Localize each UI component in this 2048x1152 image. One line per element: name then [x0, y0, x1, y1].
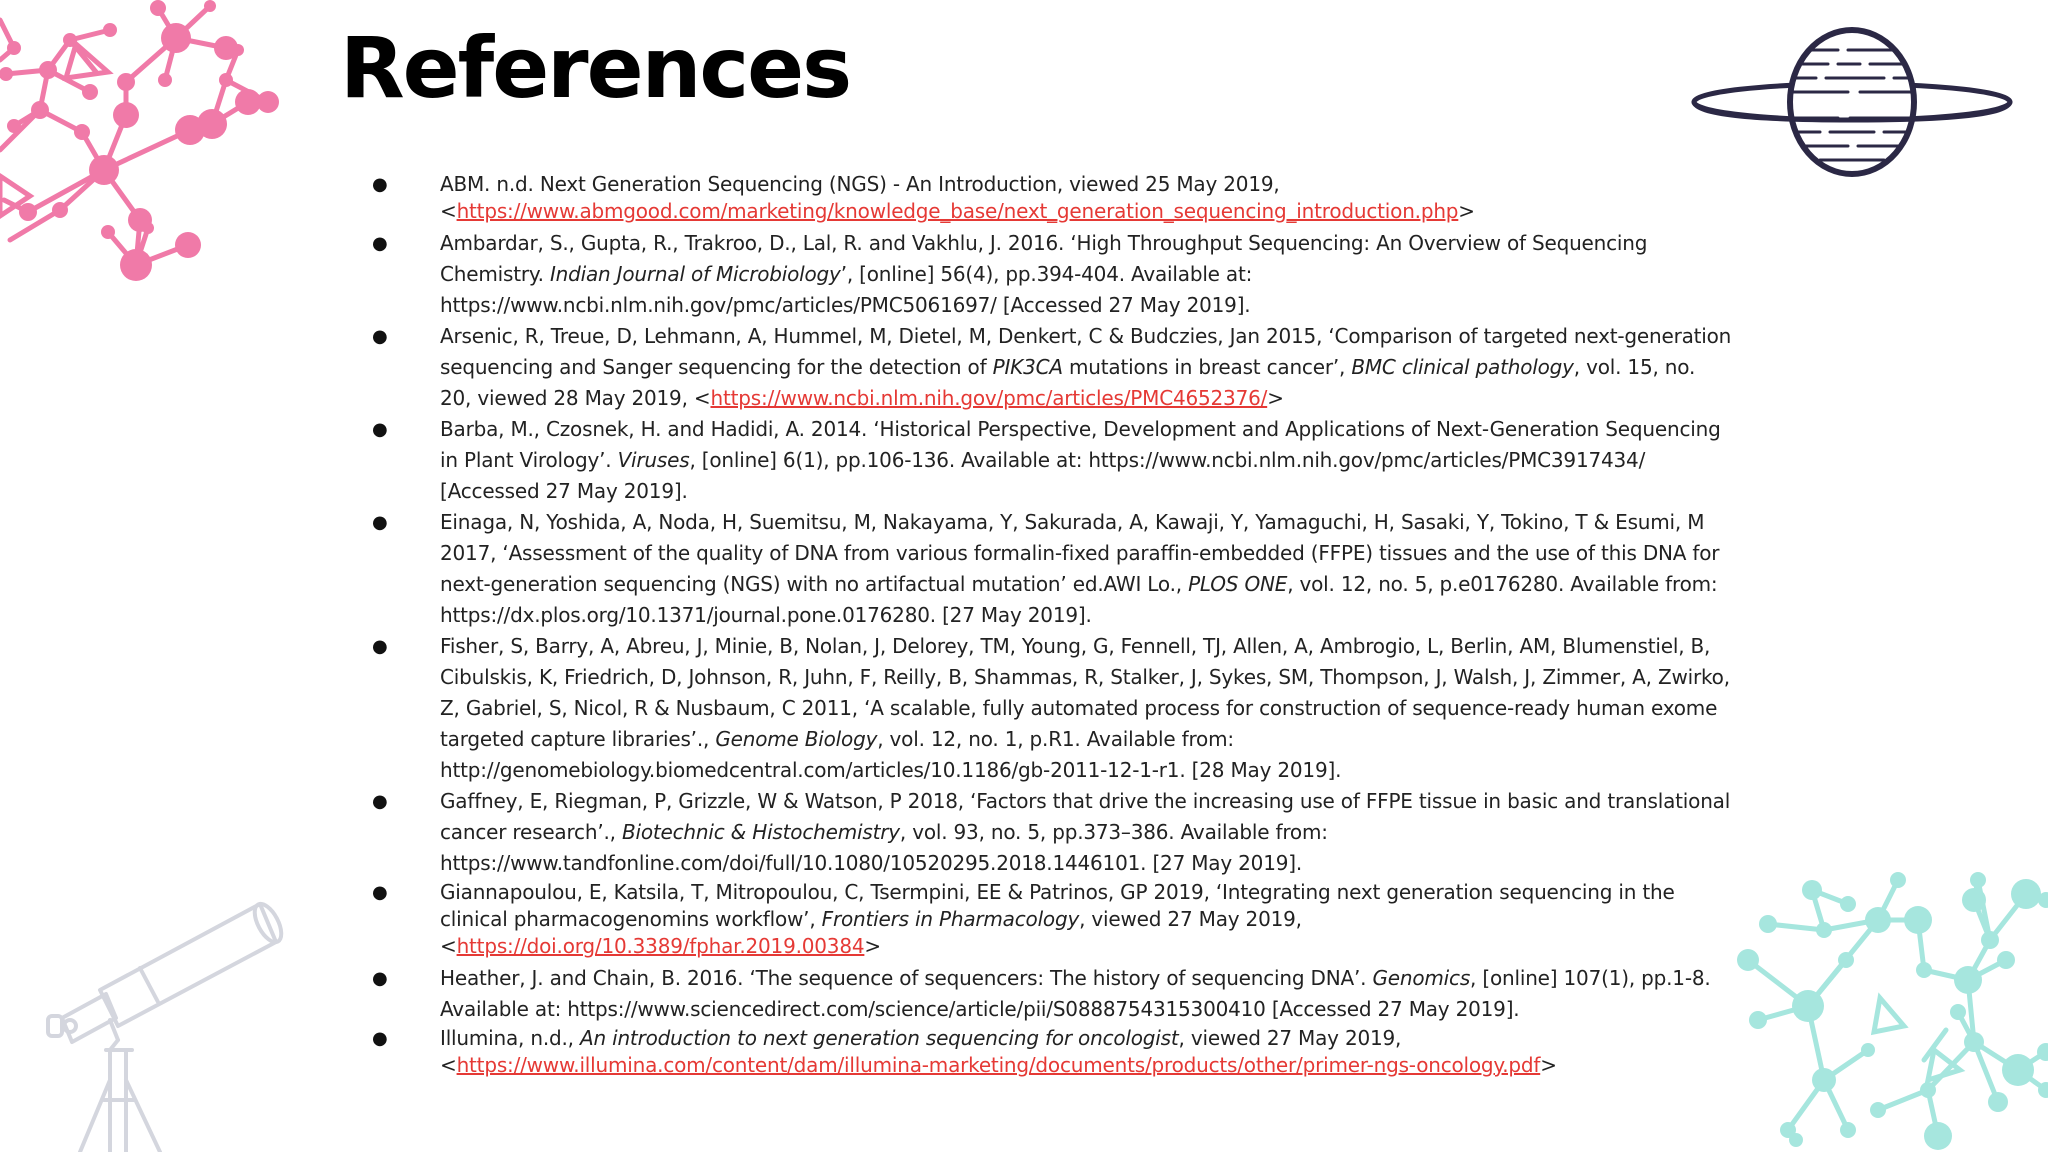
reference-item: [372, 228, 1732, 321]
reference-item: [372, 171, 1732, 225]
reference-text: , vol. 12, no. 1, p.R1. Available from: http://genomebiology.biomedcentral.com/articles/10.1186/gb-2011-12-1-r1. [28 May 2019].: [440, 727, 1342, 782]
link-bracket: <: [440, 199, 457, 223]
reference-text: , vol. 93, no. 5, pp.373–386. Available from: https://www.tandfonline.com/doi/full/10.1080/10520295.2018.1446101. [27 May 2019].: [440, 820, 1328, 875]
reference-text: mutations in breast cancer’,: [1062, 355, 1352, 379]
bullet-dot-icon: ●: [372, 968, 388, 989]
reference-item: [372, 321, 1732, 414]
reference-text: Einaga, N, Yoshida, A, Noda, H, Suemitsu, M, Nakayama, Y, Sakurada, A, Kawaji, Y, Yamaguchi, H, Sasaki, Y, Tokino, T & Esumi, M 2017, ‘Assessment of the quality of DNA from various formalin-fixed paraffin-embedded (FFPE) tissues and the use of this DNA for next-generation sequencing (NGS) with no artifactual mutation’ ed.AWI Lo.,: [440, 510, 1720, 596]
reference-item: [372, 414, 1732, 507]
journal-title: Indian Journal of Microbiology: [549, 262, 841, 286]
reference-link[interactable]: https://www.illumina.com/content/dam/illumina-marketing/documents/products/other/primer-ngs-oncology.pdf: [456, 1053, 1541, 1077]
reference-item: [372, 507, 1732, 631]
telescope-icon: [40, 890, 290, 1152]
reference-text: , [online] 107(1), pp.1-8. Available at: https://www.sciencedirect.com/science/article/pii/S0888754315300410 [Accessed 27 May 2019].: [440, 966, 1711, 1021]
reference-text: Illumina, n.d.,: [440, 1026, 580, 1050]
bullet-dot-icon: ●: [372, 791, 388, 812]
bullet-dot-icon: ●: [372, 882, 388, 903]
reference-text: , viewed 27 May 2019,: [1079, 907, 1302, 931]
reference-text: , vol. 12, no. 5, p.e0176280. Available from: https://dx.plos.org/10.1371/journal.pone.0176280. [27 May 2019].: [440, 572, 1718, 627]
bullet-dot-icon: ●: [372, 174, 388, 195]
reference-item: [372, 786, 1732, 879]
reference-item: [372, 631, 1732, 786]
bullet-dot-icon: ●: [372, 636, 388, 657]
reference-item: [372, 879, 1732, 960]
journal-title: Viruses: [617, 448, 690, 472]
journal-title: Frontiers in Pharmacology: [821, 907, 1080, 931]
reference-text: Giannapoulou, E, Katsila, T, Mitropoulou, C, Tsermpini, EE & Patrinos, GP 2019, ‘Integrating next generation sequencing in the clinical pharmacogenomins workflow’,: [440, 880, 1675, 931]
reference-text: Fisher, S, Barry, A, Abreu, J, Minie, B, Nolan, J, Delorey, TM, Young, G, Fennell, TJ, Allen, A, Ambrogio, L, Berlin, AM, Blumenstiel, B, Cibulskis, K, Friedrich, D, Johnson, R, Juhn, F, Reilly, B, Shammas, R, Stalker, J, Sykes, SM, Thompson, J, Walsh, J, Zimmer, A, Zwirko, Z, Gabriel, S, Nicol, R & Nusbaum, C 2011, ‘A scalable, fully automated process for construction of sequence-ready human exome targeted capture libraries’.,: [440, 634, 1730, 751]
reference-text: Ambardar, S., Gupta, R., Trakroo, D., Lal, R. and Vakhlu, J. 2016. ‘High Throughput Sequencing: An Overview of Sequencing Chemistry.: [440, 231, 1648, 286]
reference-link[interactable]: https://www.abmgood.com/marketing/knowledge_base/next_generation_sequencing_introduction.php: [456, 199, 1459, 223]
references-list: [372, 171, 1732, 1079]
journal-title: PLOS ONE: [1188, 572, 1288, 596]
page-title: References: [340, 19, 851, 117]
bullet-dot-icon: ●: [372, 419, 388, 440]
journal-title: BMC clinical pathology: [1351, 355, 1574, 379]
reference-text: Heather, J. and Chain, B. 2016. ‘The sequence of sequencers: The history of sequencing DNA’.: [440, 966, 1373, 990]
reference-text: , [online] 6(1), pp.106-136. Available at: https://www.ncbi.nlm.nih.gov/pmc/articles/PMC3917434/ [Accessed 27 May 2019].: [440, 448, 1646, 503]
teal-molecule-cluster-icon: [1728, 840, 2048, 1152]
link-bracket: >: [1540, 1053, 1557, 1077]
journal-title: Genomics: [1372, 966, 1471, 990]
reference-text: Arsenic, R, Treue, D, Lehmann, A, Hummel, M, Dietel, M, Denkert, C & Budczies, Jan 2015, ‘Comparison of targeted next-generation sequencing and Sanger sequencing for the detection of: [440, 324, 1732, 379]
reference-item: [372, 1025, 1732, 1079]
document-title: An introduction to next generation sequencing for oncologist: [579, 1026, 1179, 1050]
link-bracket: <: [440, 1053, 457, 1077]
reference-item: [372, 963, 1732, 1025]
reference-text: ’, [online] 56(4), pp.394-404. Available at: https://www.ncbi.nlm.nih.gov/pmc/articles/PMC5061697/ [Accessed 27 May 2019].: [440, 262, 1253, 317]
gene-name: PIK3CA: [992, 355, 1063, 379]
bullet-dot-icon: ●: [372, 1028, 388, 1049]
reference-text: , viewed 27 May 2019,: [1178, 1026, 1402, 1050]
reference-text: ABM. n.d. Next Generation Sequencing (NGS) - An Introduction, viewed 25 May 2019,: [440, 172, 1280, 196]
link-bracket: <: [440, 934, 457, 958]
reference-text: Barba, M., Czosnek, H. and Hadidi, A. 2014. ‘Historical Perspective, Development and Applications of Next-Generation Sequencing in Plant Virology’.: [440, 417, 1721, 472]
ringed-planet-icon: [1688, 22, 2018, 182]
link-bracket: >: [1458, 199, 1475, 223]
journal-title: Genome Biology: [715, 727, 878, 751]
reference-link[interactable]: https://www.ncbi.nlm.nih.gov/pmc/articles/PMC4652376/: [710, 386, 1268, 410]
link-bracket: >: [864, 934, 881, 958]
reference-text: , vol. 15, no. 20, viewed 28 May 2019, <: [440, 355, 1696, 410]
reference-text: Gaffney, E, Riegman, P, Grizzle, W & Watson, P 2018, ‘Factors that drive the increasing use of FFPE tissue in basic and translational cancer research’.,: [440, 789, 1731, 844]
pink-molecule-cluster-icon: [0, 0, 300, 300]
bullet-dot-icon: ●: [372, 512, 388, 533]
bullet-dot-icon: ●: [372, 326, 388, 347]
link-bracket: >: [1267, 386, 1284, 410]
reference-link[interactable]: https://doi.org/10.3389/fphar.2019.00384: [456, 934, 865, 958]
bullet-dot-icon: ●: [372, 233, 388, 254]
journal-title: Biotechnic & Histochemistry: [621, 820, 900, 844]
